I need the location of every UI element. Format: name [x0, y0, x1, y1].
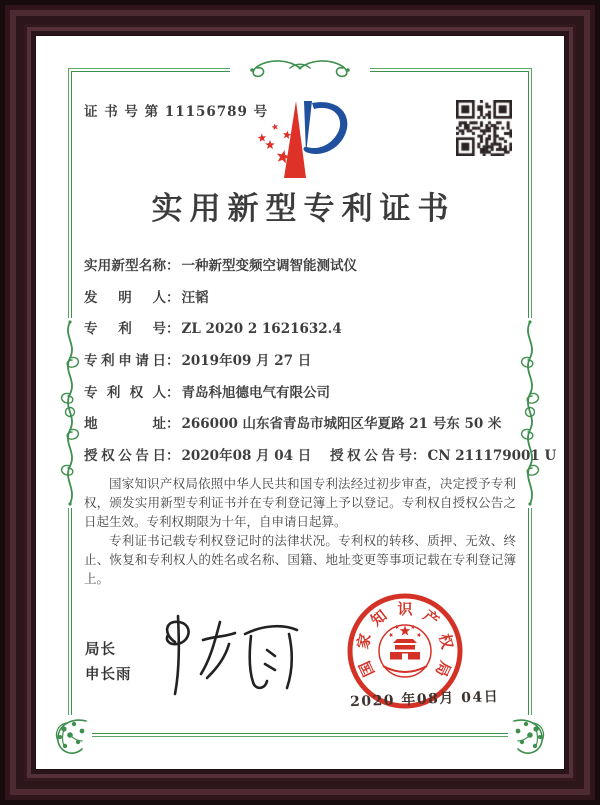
- svg-text:权: 权: [435, 631, 457, 651]
- svg-text:家: 家: [353, 631, 375, 651]
- field-row-filing-date: [84, 349, 311, 369]
- field-value: 2019年09 月 27 日: [181, 353, 312, 369]
- colon: ：: [166, 448, 180, 464]
- cnipa-logo-icon: [240, 96, 360, 184]
- colon: ：: [166, 290, 180, 306]
- field-label: 地址: [84, 416, 166, 432]
- field-value: 汪韬: [181, 290, 209, 306]
- field-row-grant: [84, 444, 557, 464]
- colon: ：: [166, 258, 180, 274]
- field-value: 2020年08 月 04 日: [181, 448, 312, 464]
- field-label: 授权公告号: [330, 448, 412, 464]
- legal-paragraph: 国家知识产权局依照中华人民共和国专利法经过初步审查，决定授予专利权，颁发实用新型专利证书并在专利登记簿上予以登记。专利权自授权公告之日起生效。专利权期限为十年，自申请日起算。: [84, 476, 516, 529]
- bottom-right-floral-ornament-icon: [508, 715, 552, 759]
- field-row-name: [84, 254, 357, 274]
- field-value: ZL 2020 2 1621632.4: [181, 321, 342, 337]
- director-title: 局长: [85, 642, 116, 658]
- field-label: 专利申请日: [84, 353, 166, 369]
- field-label: 专利权人: [84, 385, 166, 401]
- top-swirl-ornament-icon: [230, 55, 370, 81]
- legal-paragraph: 专利证书记载专利权登记时的法律状况。专利权的转移、质押、无效、终止、恢复和专利权人的姓名或名称、国籍、地址变更等事项记载在专利登记簿上。: [84, 533, 516, 586]
- svg-text:局: 局: [431, 658, 455, 680]
- field-value: 一种新型变频空调智能测试仪: [181, 258, 357, 274]
- left-flourish-ornament-icon: [56, 318, 84, 508]
- qr-code: [456, 100, 512, 156]
- colon: ：: [166, 353, 180, 369]
- svg-text:识: 识: [397, 600, 413, 618]
- field-value: 青岛科旭德电气有限公司: [181, 385, 330, 401]
- certificate-title: 实用新型专利证书: [151, 191, 456, 227]
- field-row-address: [84, 412, 501, 432]
- field-row-patent-no: [84, 317, 342, 337]
- field-label: 实用新型名称: [84, 258, 166, 274]
- right-flourish-ornament-icon: [516, 318, 544, 508]
- field-value: CN 211179001 U: [427, 448, 557, 464]
- bottom-left-floral-ornament-icon: [48, 715, 92, 759]
- field-row-inventor: [84, 286, 209, 306]
- field-row-patentee: [84, 381, 330, 401]
- svg-text:产: 产: [419, 606, 443, 630]
- colon: ：: [412, 448, 426, 464]
- certificate-number: 证 书 号 第 11156789 号: [84, 104, 269, 120]
- svg-text:知: 知: [367, 606, 391, 630]
- field-label: 专利号: [84, 321, 166, 337]
- colon: ：: [166, 321, 180, 337]
- director-signature-icon: [145, 610, 315, 710]
- field-label: 授权公告日: [84, 448, 166, 464]
- director-name: 申长雨: [85, 667, 132, 683]
- colon: ：: [166, 416, 180, 432]
- colon: ：: [166, 385, 180, 401]
- field-value: 266000 山东省青岛市城阳区华夏路 21 号东 50 米: [181, 416, 502, 432]
- grant-number-group: [330, 444, 556, 464]
- seal-date: 2020 年08月 04日: [349, 688, 500, 711]
- field-label: 发明人: [84, 290, 166, 306]
- legal-text-block: [84, 474, 516, 588]
- svg-text:国: 国: [355, 658, 379, 680]
